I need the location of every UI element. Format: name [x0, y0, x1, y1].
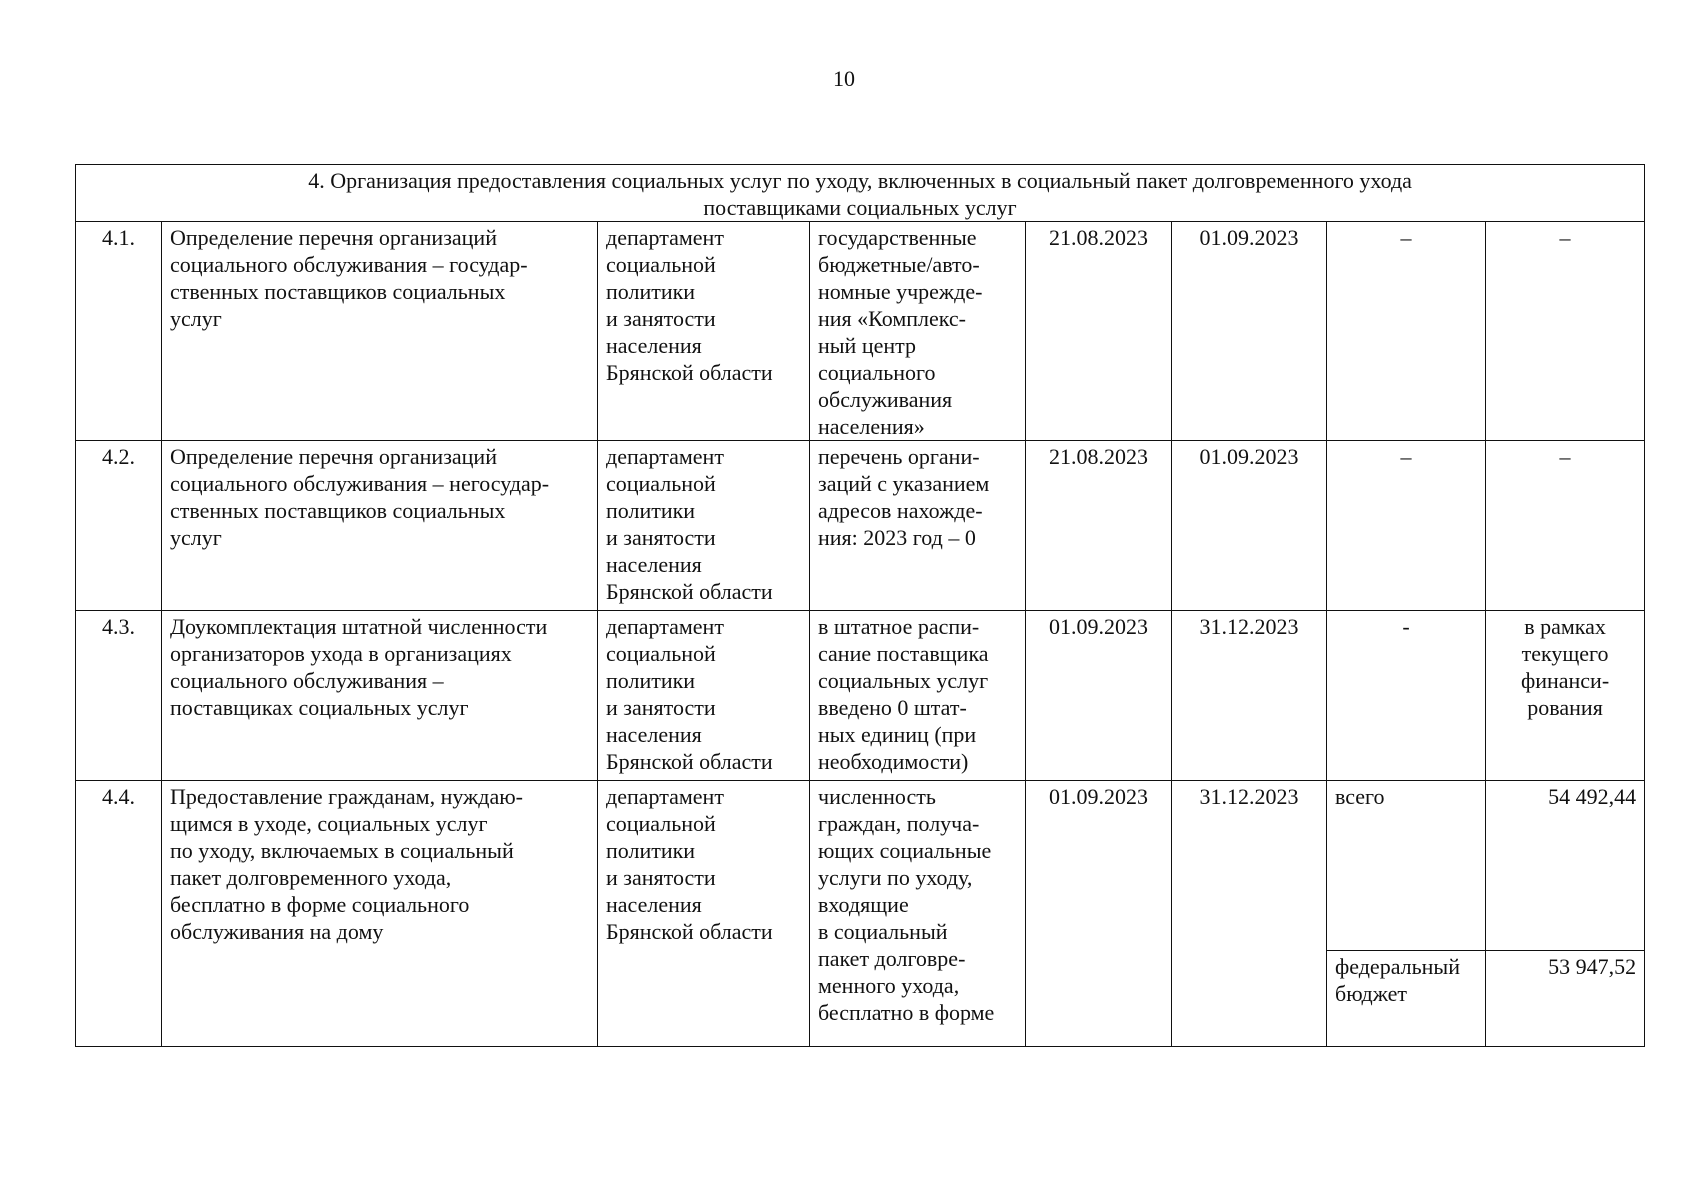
end-date: 01.09.2023 — [1172, 441, 1327, 611]
result-text: ния: 2023 год – 0 — [818, 525, 976, 550]
funding-amount: – — [1486, 222, 1645, 441]
result-text: сание поставщика — [818, 641, 989, 666]
measure-cell — [162, 611, 598, 781]
funding-source-text: бюджет — [1335, 981, 1407, 1006]
executor-text: политики — [606, 498, 696, 523]
measure-text: услуг — [170, 525, 222, 550]
result-text: введено 0 штат- — [818, 695, 967, 720]
funding-source — [1327, 951, 1486, 1047]
page-number: 10 — [833, 66, 855, 91]
funding-source: – — [1327, 222, 1486, 441]
measure-text: социального обслуживания – негосудар- — [170, 471, 550, 496]
result-text: государственные — [818, 225, 977, 250]
start-date: 01.09.2023 — [1026, 611, 1172, 781]
executor-text: Брянской области — [606, 360, 773, 385]
result-cell — [810, 441, 1026, 611]
measure-text: обслуживания на дому — [170, 919, 384, 944]
executor-text: политики — [606, 838, 696, 863]
executor-text: социальной — [606, 252, 716, 277]
table-row — [76, 781, 1645, 951]
result-text: бюджетные/авто- — [818, 252, 980, 277]
executor-text: политики — [606, 279, 696, 304]
funding-source: всего — [1327, 781, 1486, 951]
executor-cell — [598, 781, 810, 1047]
result-text: социального — [818, 360, 936, 385]
result-text: в социальный — [818, 919, 948, 944]
funding-amount: 53 947,52 — [1486, 951, 1645, 1047]
executor-text: департамент — [606, 784, 724, 809]
measure-text: поставщиках социальных услуг — [170, 695, 469, 720]
executor-text: Брянской области — [606, 749, 773, 774]
funding-note-text: текущего — [1521, 641, 1609, 666]
table-row — [76, 611, 1645, 781]
measure-text: социального обслуживания – — [170, 668, 444, 693]
row-number: 4.2. — [76, 441, 162, 611]
measure-text: бесплатно в форме социального — [170, 892, 470, 917]
executor-text: и занятости — [606, 306, 716, 331]
measure-text: услуг — [170, 306, 222, 331]
funding-amount: 54 492,44 — [1486, 781, 1645, 951]
start-date: 01.09.2023 — [1026, 781, 1172, 1047]
measure-text: Определение перечня организаций — [170, 444, 497, 469]
executor-cell — [598, 441, 810, 611]
result-text: бесплатно в форме — [818, 1000, 995, 1025]
result-text: граждан, получа- — [818, 811, 980, 836]
result-cell — [810, 781, 1026, 1047]
result-text: пакет долговре- — [818, 946, 966, 971]
result-text: численность — [818, 784, 936, 809]
executor-text: департамент — [606, 225, 724, 250]
measure-text: Доукомплектация штатной численности — [170, 614, 548, 639]
result-text: ющих социальные — [818, 838, 992, 863]
measure-text: организаторов ухода в организациях — [170, 641, 512, 666]
measure-text: социального обслуживания – государ- — [170, 252, 528, 277]
result-cell — [810, 222, 1026, 441]
row-number: 4.4. — [76, 781, 162, 1047]
section-title — [76, 165, 1645, 222]
section-title-line: поставщиками социальных услуг — [703, 195, 1017, 220]
executor-text: Брянской области — [606, 579, 773, 604]
measure-text: Определение перечня организаций — [170, 225, 497, 250]
result-text: услуги по уходу, — [818, 865, 973, 890]
executor-text: социальной — [606, 471, 716, 496]
executor-text: и занятости — [606, 525, 716, 550]
funding-note — [1486, 611, 1645, 781]
row-number: 4.3. — [76, 611, 162, 781]
result-text: населения» — [818, 414, 925, 439]
result-text: ных единиц (при — [818, 722, 977, 747]
result-text: номные учрежде- — [818, 279, 983, 304]
funding-source-text: федеральный — [1335, 954, 1460, 979]
start-date: 21.08.2023 — [1026, 222, 1172, 441]
result-text: обслуживания — [818, 387, 953, 412]
result-text: в штатное распи- — [818, 614, 980, 639]
measure-text: пакет долговременного ухода, — [170, 865, 452, 890]
result-text: заций с указанием — [818, 471, 990, 496]
executor-text: департамент — [606, 614, 724, 639]
executor-text: и занятости — [606, 865, 716, 890]
funding-source: - — [1327, 611, 1486, 781]
start-date: 21.08.2023 — [1026, 441, 1172, 611]
executor-cell — [598, 611, 810, 781]
funding-note-text: финанси- — [1520, 668, 1610, 693]
measure-text: щимся в уходе, социальных услуг — [170, 811, 488, 836]
funding-amount: – — [1486, 441, 1645, 611]
executor-text: департамент — [606, 444, 724, 469]
measures-table — [75, 164, 1645, 1047]
executor-text: Брянской области — [606, 919, 773, 944]
result-text: перечень органи- — [818, 444, 980, 469]
result-text: адресов нахожде- — [818, 498, 983, 523]
executor-text: населения — [606, 892, 702, 917]
measure-text: по уходу, включаемых в социальный — [170, 838, 514, 863]
result-text: социальных услуг — [818, 668, 989, 693]
end-date: 31.12.2023 — [1172, 611, 1327, 781]
result-text: ния «Комплекс- — [818, 306, 966, 331]
measure-text: ственных поставщиков социальных — [170, 279, 506, 304]
end-date: 01.09.2023 — [1172, 222, 1327, 441]
measure-cell — [162, 441, 598, 611]
measure-text: ственных поставщиков социальных — [170, 498, 506, 523]
result-text: ный центр — [818, 333, 917, 358]
end-date: 31.12.2023 — [1172, 781, 1327, 1047]
funding-source: – — [1327, 441, 1486, 611]
executor-text: социальной — [606, 811, 716, 836]
funding-note-text: рования — [1527, 695, 1603, 720]
executor-cell — [598, 222, 810, 441]
section-header-row — [76, 165, 1645, 222]
table-row — [76, 222, 1645, 441]
result-text: входящие — [818, 892, 909, 917]
funding-note-text: в рамках — [1524, 614, 1606, 639]
executor-text: населения — [606, 552, 702, 577]
executor-text: социальной — [606, 641, 716, 666]
result-cell — [810, 611, 1026, 781]
executor-text: политики — [606, 668, 696, 693]
result-text: менного ухода, — [818, 973, 960, 998]
row-number: 4.1. — [76, 222, 162, 441]
measure-text: Предоставление гражданам, нуждаю- — [170, 784, 523, 809]
section-title-line: 4. Организация предоставления социальных услуг по уходу, включенных в социальный пакет долговременного ухода — [308, 168, 1412, 193]
result-text: необходимости) — [818, 749, 969, 774]
measure-cell — [162, 222, 598, 441]
executor-text: населения — [606, 722, 702, 747]
executor-text: и занятости — [606, 695, 716, 720]
table-row — [76, 441, 1645, 611]
executor-text: населения — [606, 333, 702, 358]
measure-cell — [162, 781, 598, 1047]
